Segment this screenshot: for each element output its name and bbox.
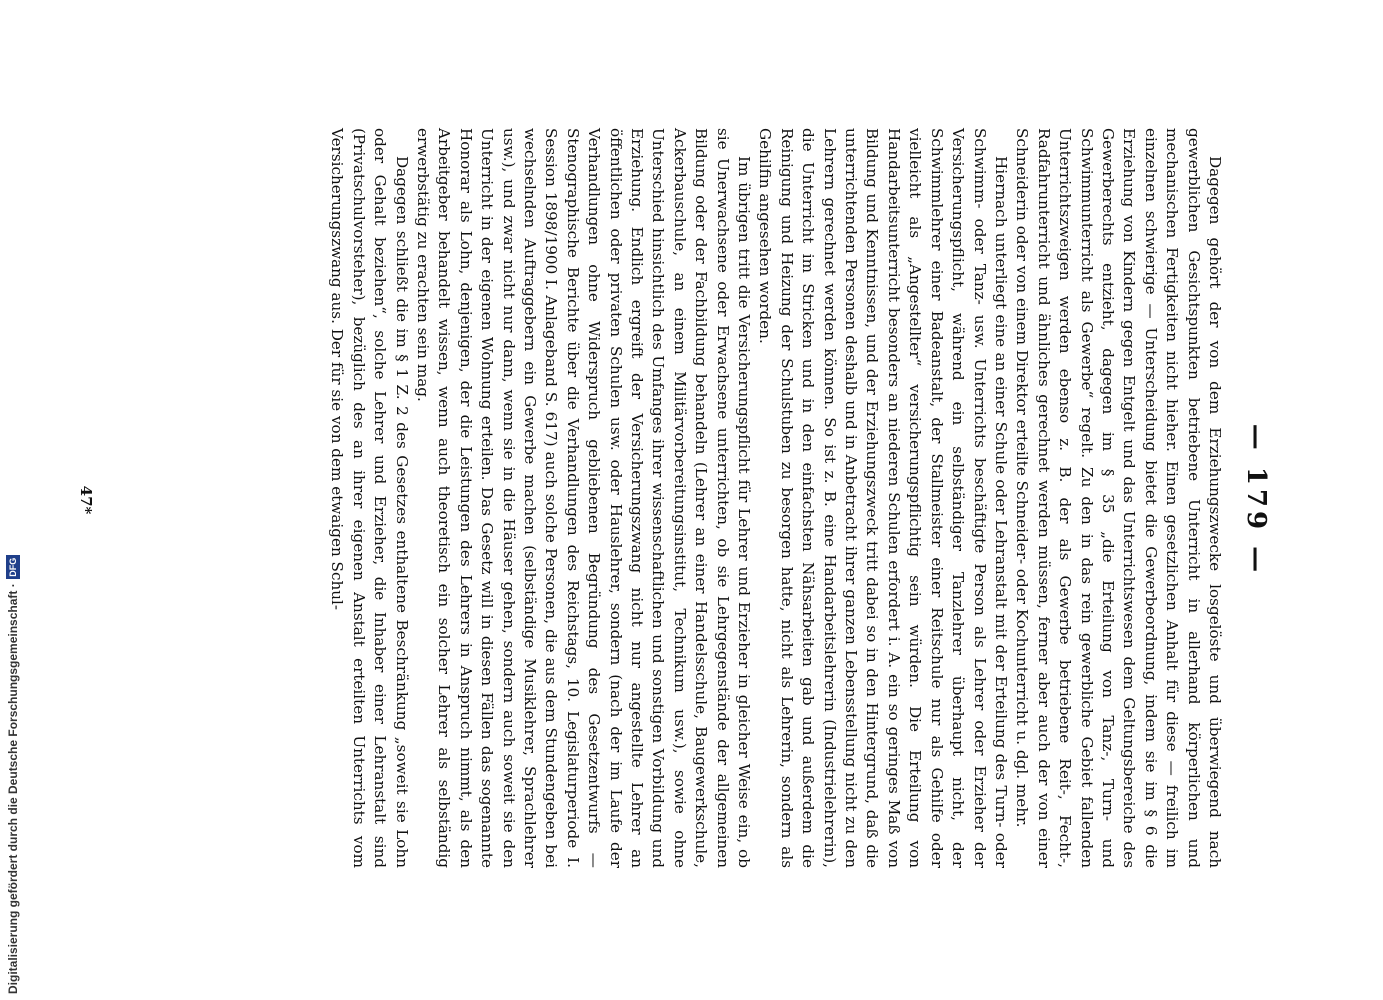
imprint-text: Digitalisierung gefördert durch die Deutsche Forschungsgemeinschaft ·: [6, 583, 20, 994]
page-number-header: — 179 —: [1241, 423, 1271, 577]
paragraph: Hiernach unterliegt eine an einer Schule oder Lehranstalt mit der Erteilung des Turn- oder Schwimm- oder Tanz- usw. Unterrichts beschäftigte Person als Lehrer oder Erzieher der Versicherungspflicht, während ein selbständiger Tanzlehrer überhaupt nicht, der Schwimmlehrer einer Badeanstalt, der Stallmeister einer Reitschule nur als Gehilfe oder vielleicht als „Angestellter“ versicherungspflichtig sein würden. Die Erteilung von Handarbeitsunterricht besonders an niederen Schulen erfordert i. A. ein so geringes Maß von Bildung und Kenntnissen, und der Erziehungszweck tritt dabei so in den Hintergrund, daß die unterrichtenden Personen deshalb und in Anbetracht ihrer ganzen Lebensstellung nicht zu den Lehrern gerechnet werden können. So ist z. B. eine Handarbeitslehrerin (Industrielehrerin), die Unterricht im Stricken und in den einfachsten Nähsarbeiten gab und außerdem die Reinigung und Heizung der Schulstuben zu besorgen hatte, nicht als Lehrerin, sondern als Gehilfin angesehen worden.: [756, 128, 1010, 868]
dfg-logo-icon: DFG: [6, 555, 20, 579]
paragraph: Im übrigen tritt die Versicherungspflicht für Lehrer und Erzieher in gleicher Weise ein, ob sie Unerwachsene oder Erwachsene unterrichten, ob sie Lehrgegenstände der allgemeinen Bildung oder der Fachbildung behandeln (Lehrer an einer Handelsschule, Baugewerkschule, Ackerbauschule, an einem Militärvorbereitungsinstitut, Technikum usw.), sowie ohne Unterschied hinsichtlich des Umfanges ihrer wissenschaftlichen und sonstigen Vorbildung und Erziehung. Endlich ergreift der Versicherungszwang nicht nur angestellte Lehrer an öffentlichen oder privaten Schulen usw. oder Hauslehrer, sondern (nach der im Laufe der Verhandlungen ohne Widerspruch gebliebenen Begründung des Gesetzentwurfs — Stenographische Berichte über die Verhandlungen des Reichstags, 10. Legislaturperiode I. Session 1898/1900 I. Anlageband S. 617) auch solche Personen, die aus dem Stundengeben bei wechselnden Auftraggebern ein Gewerbe machen (selbständige Musiklehrer, Sprachlehrer usw.), und zwar nicht nur dann, wenn sie in die Häuser gehen, sondern auch soweit sie den Unterricht in der eigenen Wohnung erteilen. Das Gesetz will in diesen Fällen das sogenannte Honorar als Lohn, denjenigen, der die Leistungen des Lehrers in Anspruch nimmt, als den Arbeitgeber behandelt wissen, wenn auch theoretisch ein solcher Lehrer als selbständig erwerbstätig zu erachten sein mag.: [413, 128, 754, 868]
signature-mark: 47*: [77, 485, 95, 515]
paragraph: Dagegen schließt die im § 1 Z. 2 des Gesetzes enthaltene Beschränkung „soweit sie Lohn oder Gehalt beziehen“, solche Lehrer und Erzieher, die Inhaber einer Lehranstalt sind (Privatschulvorsteher), bezüglich des an ihrer eigenen Anstalt erteilten Unterrichts vom Versicherungszwang aus. Der für sie von dem etwaigen Schul-: [328, 128, 411, 868]
digitization-imprint: [0, 0, 26, 1000]
paragraph: Dagegen gehört der von dem Erziehungszwecke losgelöste und überwiegend nach gewerblichen Gesichtspunkten betriebene Unterricht in allerhand körperlichen und mechanischen Fertigkeiten nicht hieher. Einen gesetzlichen Anhalt für diese — freilich im einzelnen schwierige — Unterscheidung bietet die Gewerbeordnung, indem sie im § 6 die Erziehung von Kindern gegen Entgelt und das Unterrichtswesen dem Geltungsbereiche des Gewerberechts entzieht, dagegen im § 35 „die Erteilung von Tanz-, Turn- und Schwimmunterricht als Gewerbe“ regelt. Zu den in das rein gewerbliche Gebiet fallenden Unterrichtszweigen werden ebenso z. B. der als Gewerbe betriebene Reit-, Fecht-, Radfahrunterricht und ähnliches gerechnet werden müssen, ferner aber auch der von einer Schneiderin oder von einem Direktor erteilte Schneider- oder Kochunterricht u. dgl. mehr.: [1013, 128, 1224, 868]
page-body: [326, 128, 1225, 868]
